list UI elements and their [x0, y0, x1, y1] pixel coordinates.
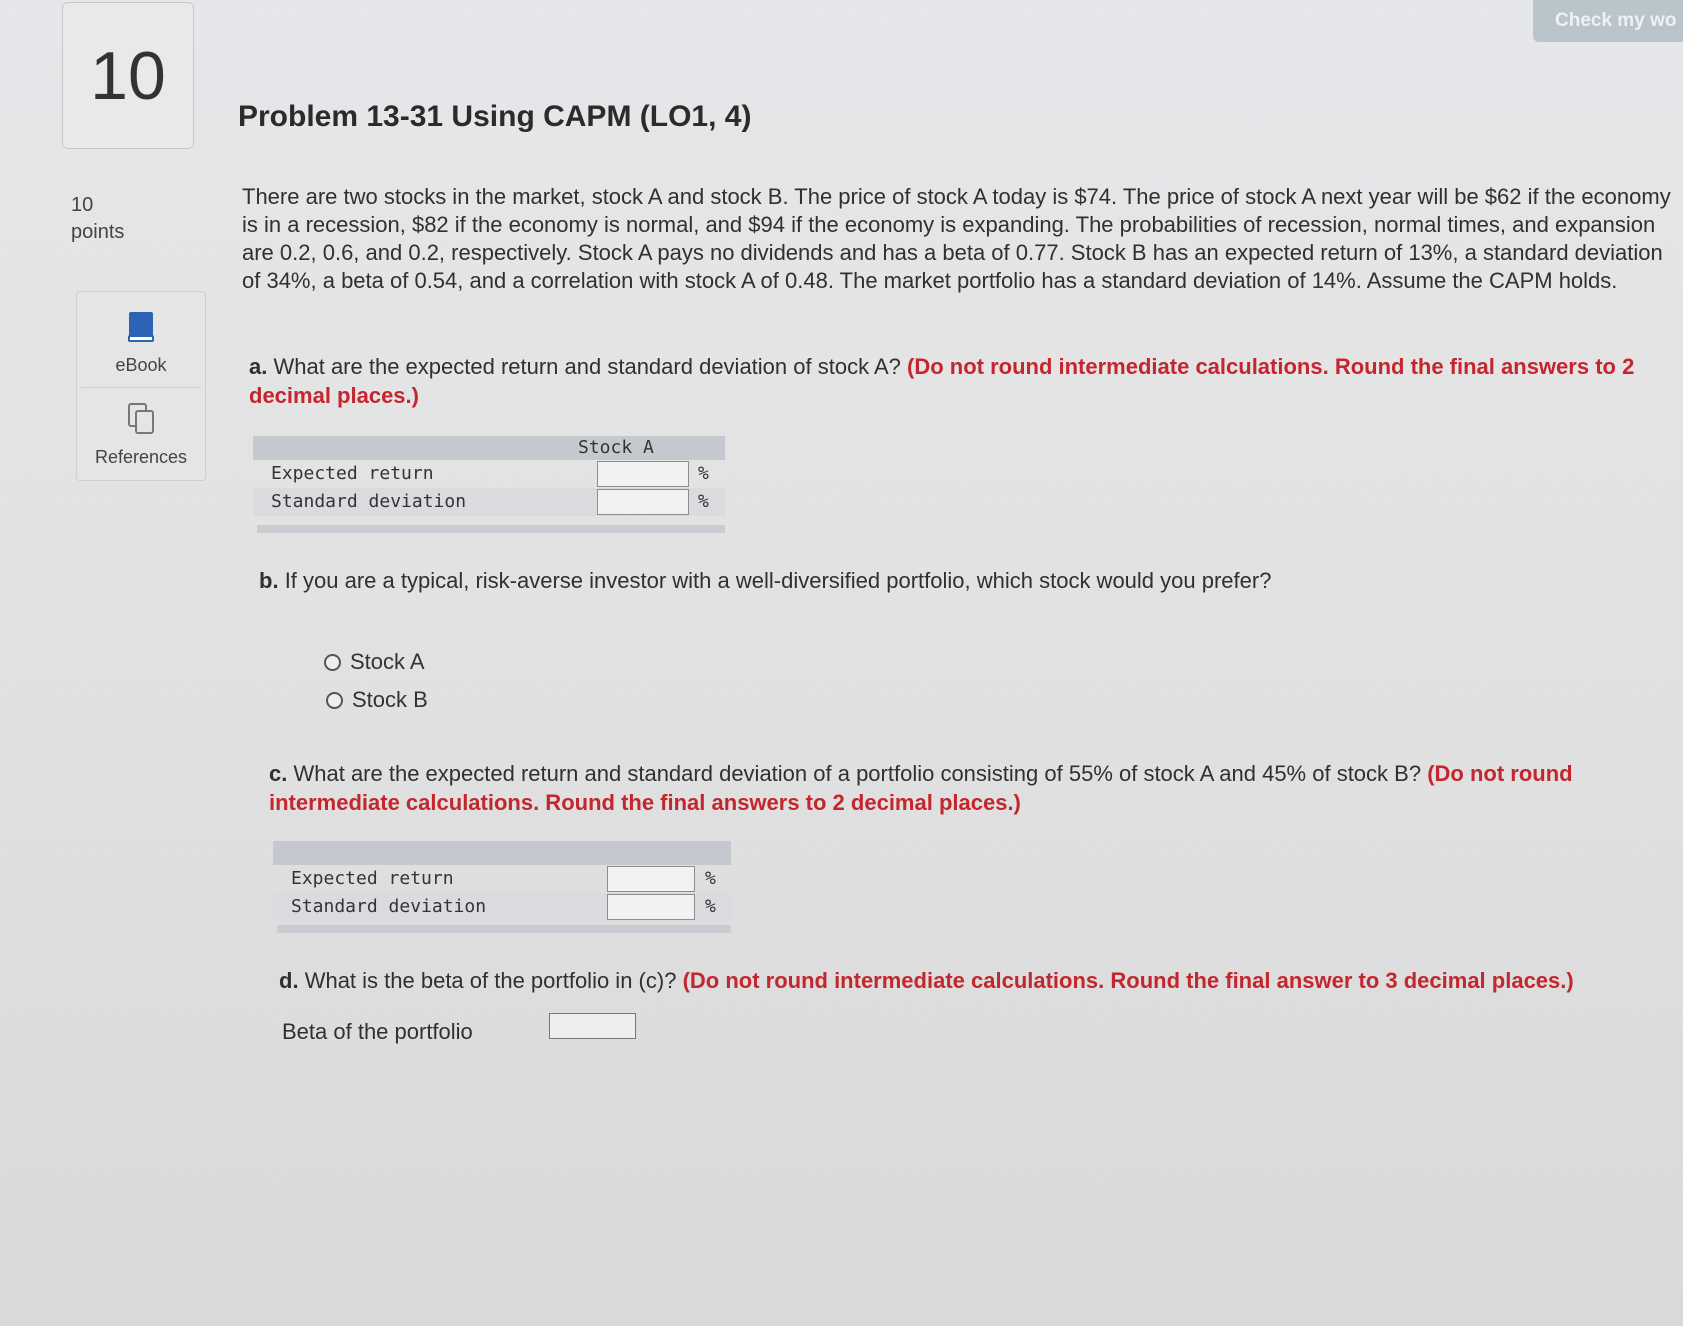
- book-icon: [77, 310, 205, 349]
- part-c-label: c.: [269, 761, 288, 786]
- part-c-table: [273, 841, 731, 936]
- percent-unit: %: [698, 491, 709, 512]
- table-footer: [277, 925, 731, 933]
- tools-divider: [81, 387, 201, 388]
- references-label: References: [94, 447, 188, 467]
- part-a-table: [253, 436, 725, 536]
- question-number: 10: [62, 2, 194, 149]
- part-d-instruction: (Do not round intermediate calculations. Round the final answer to 3 decimal places.): [682, 968, 1574, 993]
- stock-a-expected-return-input[interactable]: [597, 461, 689, 487]
- radio-label: Stock A: [350, 649, 425, 674]
- row-label: Standard deviation: [271, 491, 467, 512]
- references-button[interactable]: [77, 402, 205, 468]
- percent-unit: %: [705, 868, 716, 889]
- beta-field-label: Beta of the portfolio: [282, 1019, 473, 1044]
- page-title: Problem 13-31 Using CAPM (LO1, 4): [238, 100, 752, 133]
- row-label: Standard deviation: [291, 896, 487, 917]
- part-a-label: a.: [249, 354, 268, 379]
- percent-unit: %: [698, 463, 709, 484]
- part-a-table-header: [253, 436, 725, 460]
- part-a-text: What are the expected return and standard deviation of stock A?: [273, 354, 901, 379]
- radio-label: Stock B: [352, 687, 428, 712]
- percent-unit: %: [705, 896, 716, 917]
- points-value: 10: [71, 194, 94, 216]
- radio-option-stock-b[interactable]: [326, 687, 428, 713]
- portfolio-expected-return-input[interactable]: [607, 866, 695, 892]
- beta-portfolio-input[interactable]: [549, 1013, 636, 1039]
- table-footer: [257, 525, 725, 533]
- part-b-label: b.: [259, 568, 279, 593]
- part-a-question: [249, 352, 1649, 410]
- part-c-text: What are the expected return and standard deviation of a portfolio consisting of 55% of stock A and 45% of stock B?: [293, 761, 1422, 786]
- radio-button[interactable]: [324, 654, 341, 671]
- part-c-table-header: [273, 841, 731, 865]
- radio-option-stock-a[interactable]: [324, 649, 425, 675]
- stock-a-std-dev-input[interactable]: [597, 489, 689, 515]
- row-label: Expected return: [271, 463, 434, 484]
- tools-panel: [76, 291, 206, 481]
- row-label: Expected return: [291, 868, 454, 889]
- portfolio-std-dev-input[interactable]: [607, 894, 695, 920]
- problem-statement: There are two stocks in the market, stock A and stock B. The price of stock A today is $74. The price of stock A next year will be $62 if the economy is in a recession, $82 if the economy is normal, and $94 if the economy is expanding. The probabilities of recession, normal times, and expansion are 0.2, 0.6, and 0.2, respectively. Stock A pays no dividends and has a beta of 0.77. Stock B has an expected return of 13%, a standard deviation of 34%, a beta of 0.54, and a correlation with stock A of 0.48. The market portfolio has a standard deviation of 14%. Assume the CAPM holds.: [242, 184, 1671, 293]
- points-display: [71, 192, 124, 246]
- part-d-text: What is the beta of the portfolio in (c)?: [304, 968, 677, 993]
- part-b-text: If you are a typical, risk-averse investor with a well-diversified portfolio, which stock would you prefer?: [284, 568, 1272, 593]
- part-d-question: [279, 966, 1669, 995]
- part-a-instruction: (Do not round intermediate calculations. Round the final answers to 2 decimal places.): [249, 354, 1635, 408]
- check-my-work-button[interactable]: Check my wo: [1533, 0, 1683, 42]
- ebook-button[interactable]: [77, 310, 205, 376]
- radio-button[interactable]: [326, 692, 343, 709]
- part-d-label: d.: [279, 968, 299, 993]
- points-label: points: [71, 221, 125, 243]
- part-c-question: [269, 759, 1649, 817]
- part-c-instruction: (Do not round intermediate calculations. Round the final answers to 2 decimal places.): [269, 761, 1573, 815]
- ebook-label: eBook: [115, 355, 167, 375]
- copy-icon: [77, 402, 205, 441]
- stock-a-column-header: Stock A: [578, 437, 654, 458]
- part-b-question: [259, 566, 1659, 595]
